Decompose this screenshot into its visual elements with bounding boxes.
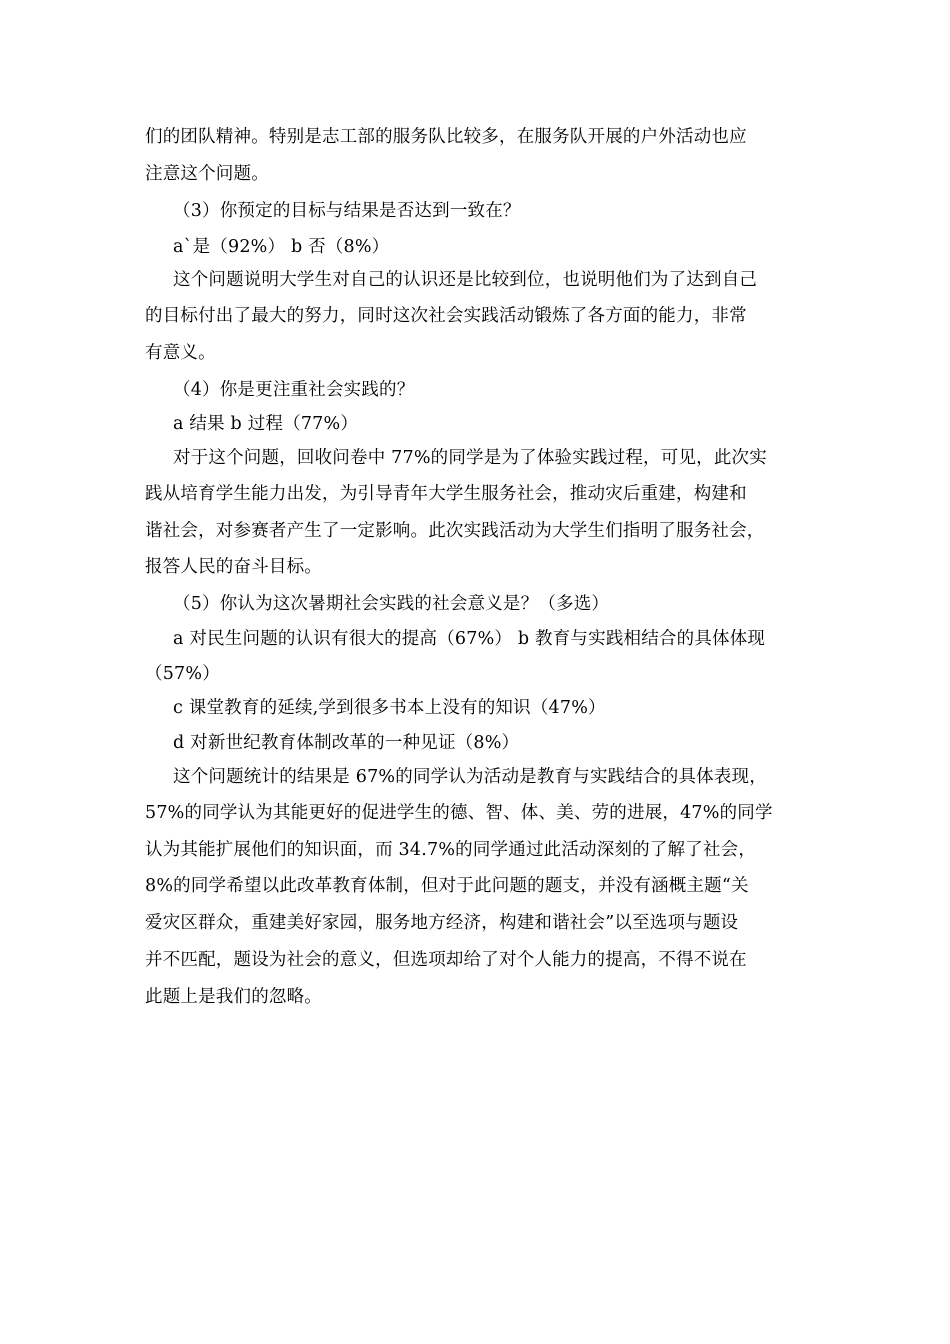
text-line: 注意这个问题。: [145, 164, 269, 184]
text-line: 这个问题统计的结果是 67%的同学认为活动是教育与实践结合的具体表现，: [173, 767, 767, 787]
answer-options: a 结果 b 过程（77%）: [173, 414, 359, 434]
answer-options: d 对新世纪教育体制改革的一种见证（8%）: [173, 733, 520, 753]
text-line: 认为其能扩展他们的知识面，而 34.7%的同学通过此活动深刻的了解了社会，: [145, 840, 757, 860]
question-heading: （4）你是更注重社会实践的？: [173, 380, 415, 400]
text-line: 57%的同学认为其能更好的促进学生的德、智、体、美、劳的进展，47%的同学: [145, 803, 773, 823]
question-heading: （3）你预定的目标与结果是否达到一致在？: [173, 201, 521, 221]
text-line: 并不匹配，题设为社会的意义，但选项却给了对个人能力的提高，不得不说在: [145, 950, 747, 970]
text-line: 爱灾区群众，重建美好家园，服务地方经济，构建和谐社会”以至选项与题设: [145, 913, 739, 933]
question-heading: （5）你认为这次暑期社会实践的社会意义是？（多选）: [173, 594, 610, 614]
answer-options: a 对民生问题的认识有很大的提高（67%） b 教育与实践相结合的具体体现: [173, 629, 766, 649]
answer-options: a`是（92%） b 否（8%）: [173, 237, 390, 257]
text-line: 对于这个问题，回收问卷中 77%的同学是为了体验实践过程，可见，此次实: [173, 448, 767, 468]
answer-options: c 课堂教育的延续,学到很多书本上没有的知识（47%）: [173, 698, 606, 718]
text-line: 这个问题说明大学生对自己的认识还是比较到位，也说明他们为了达到自己: [173, 270, 758, 290]
text-line: 报答人民的奋斗目标。: [145, 557, 322, 577]
text-line: 们的团队精神。特别是志工部的服务队比较多，在服务队开展的户外活动也应: [145, 127, 747, 147]
text-line: 的目标付出了最大的努力，同时这次社会实践活动锻炼了各方面的能力，非常: [145, 306, 747, 326]
answer-options: （57%）: [145, 664, 220, 684]
text-line: 8%的同学希望以此改革教育体制，但对于此问题的题支，并没有涵概主题“关: [145, 876, 749, 896]
text-line: 此题上是我们的忽略。: [145, 987, 322, 1007]
text-line: 有意义。: [145, 343, 216, 363]
text-line: 践从培育学生能力出发，为引导青年大学生服务社会，推动灾后重建，构建和: [145, 484, 747, 504]
text-line: 谐社会，对参赛者产生了一定影响。此次实践活动为大学生们指明了服务社会，: [145, 521, 765, 541]
